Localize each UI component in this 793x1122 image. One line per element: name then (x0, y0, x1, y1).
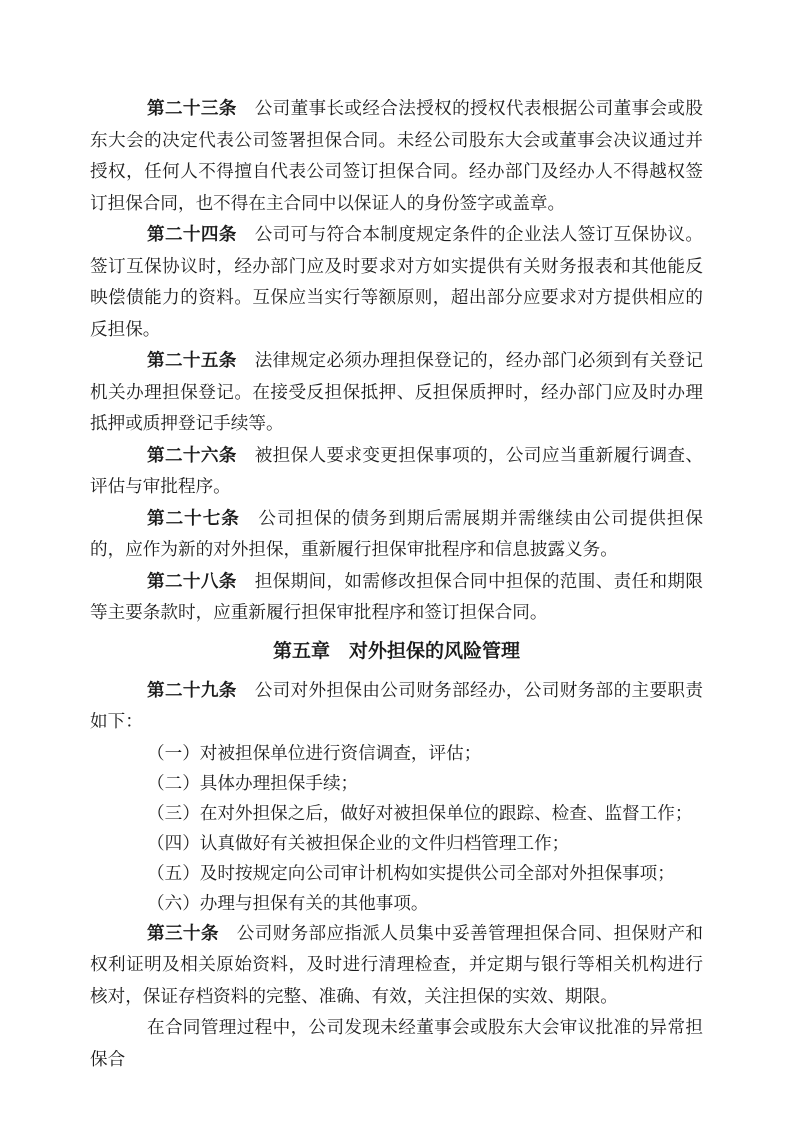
article-23-paragraph (90, 93, 703, 219)
article-25-number: 第二十五条 (147, 350, 237, 370)
duty-item-1: （一）对被担保单位进行资信调查，评估； (147, 742, 482, 763)
duty-item-2: （二）具体办理担保手续； (147, 772, 359, 793)
article-24-text: 公司可与符合本制度规定条件的企业法人签订互保协议。签订互保协议时，经办部门应及时要求对方如实提供有关财务报表和其他能反映偿债能力的资料。互保应当实行等额原则，超出部分应要求对方提供相应的反担保。 (90, 224, 703, 339)
article-27-text: 公司担保的债务到期后需展期并需继续由公司提供担保的，应作为新的对外担保，重新履行担保审批程序和信息披露义务。 (90, 507, 703, 559)
article-28-number: 第二十八条 (147, 570, 237, 591)
duty-item-5: （五）及时按规定向公司审计机构如实提供公司全部对外担保事项； (147, 862, 675, 883)
article-26-paragraph (90, 440, 703, 503)
article-24-paragraph (90, 219, 703, 345)
article-30-paragraph (90, 918, 703, 1013)
article-26-number: 第二十六条 (147, 444, 237, 465)
article-24-number: 第二十四条 (147, 224, 237, 244)
article-27-number: 第二十七条 (147, 507, 240, 528)
article-23-text: 公司董事长或经合法授权的授权代表根据公司董事会或股东大会的决定代表公司签署担保合同。未经公司股东大会或董事会决议通过并授权，任何人不得擅自代表公司签订担保合同。经办部门及经办人不得越权签订担保合同，也不得在主合同中以保证人的身份签字或盖章。 (90, 98, 703, 213)
article-28-text: 担保期间，如需修改担保合同中担保的范围、责任和期限等主要条款时，应重新履行担保审批程序和签订担保合同。 (90, 570, 703, 622)
article-25-text: 法律规定必须办理担保登记的，经办部门必须到有关登记机关办理担保登记。在接受反担保抵押、反担保质押时，经办部门应及时办理抵押或质押登记手续等。 (90, 350, 703, 433)
duty-item-3: （三）在对外担保之后，做好对被担保单位的跟踪、检查、监督工作； (147, 802, 693, 823)
article-28-paragraph (90, 566, 703, 629)
article-25-paragraph (90, 345, 703, 440)
document-body (90, 93, 703, 1075)
chapter-5-heading: 第五章 对外担保的风险管理 (272, 640, 520, 662)
article-29-number: 第二十九条 (147, 679, 237, 700)
article-29-paragraph (90, 675, 703, 738)
article-30-text: 公司财务部应指派人员集中妥善管理担保合同、担保财产和权利证明及相关原始资料，及时进行清理检查，并定期与银行等相关机构进行核对，保证存档资料的完整、准确、有效，关注担保的实效、期限。 (90, 922, 703, 1006)
article-30-number: 第三十条 (147, 922, 219, 943)
article-23-number: 第二十三条 (147, 98, 237, 118)
article-26-text: 被担保人要求变更担保事项的，公司应当重新履行调查、评估与审批程序。 (90, 444, 703, 496)
article-29-text: 公司对外担保由公司财务部经办，公司财务部的主要职责如下： (90, 679, 703, 731)
duty-item-6: （六）办理与担保有关的其他事项。 (147, 892, 429, 913)
article-30-continuation-paragraph: 在合同管理过程中，公司发现未经董事会或股东大会审议批准的异常担保合 (90, 1017, 703, 1069)
article-27-paragraph (90, 503, 703, 566)
duty-item-4: （四）认真做好有关被担保企业的文件归档管理工作； (147, 832, 570, 853)
